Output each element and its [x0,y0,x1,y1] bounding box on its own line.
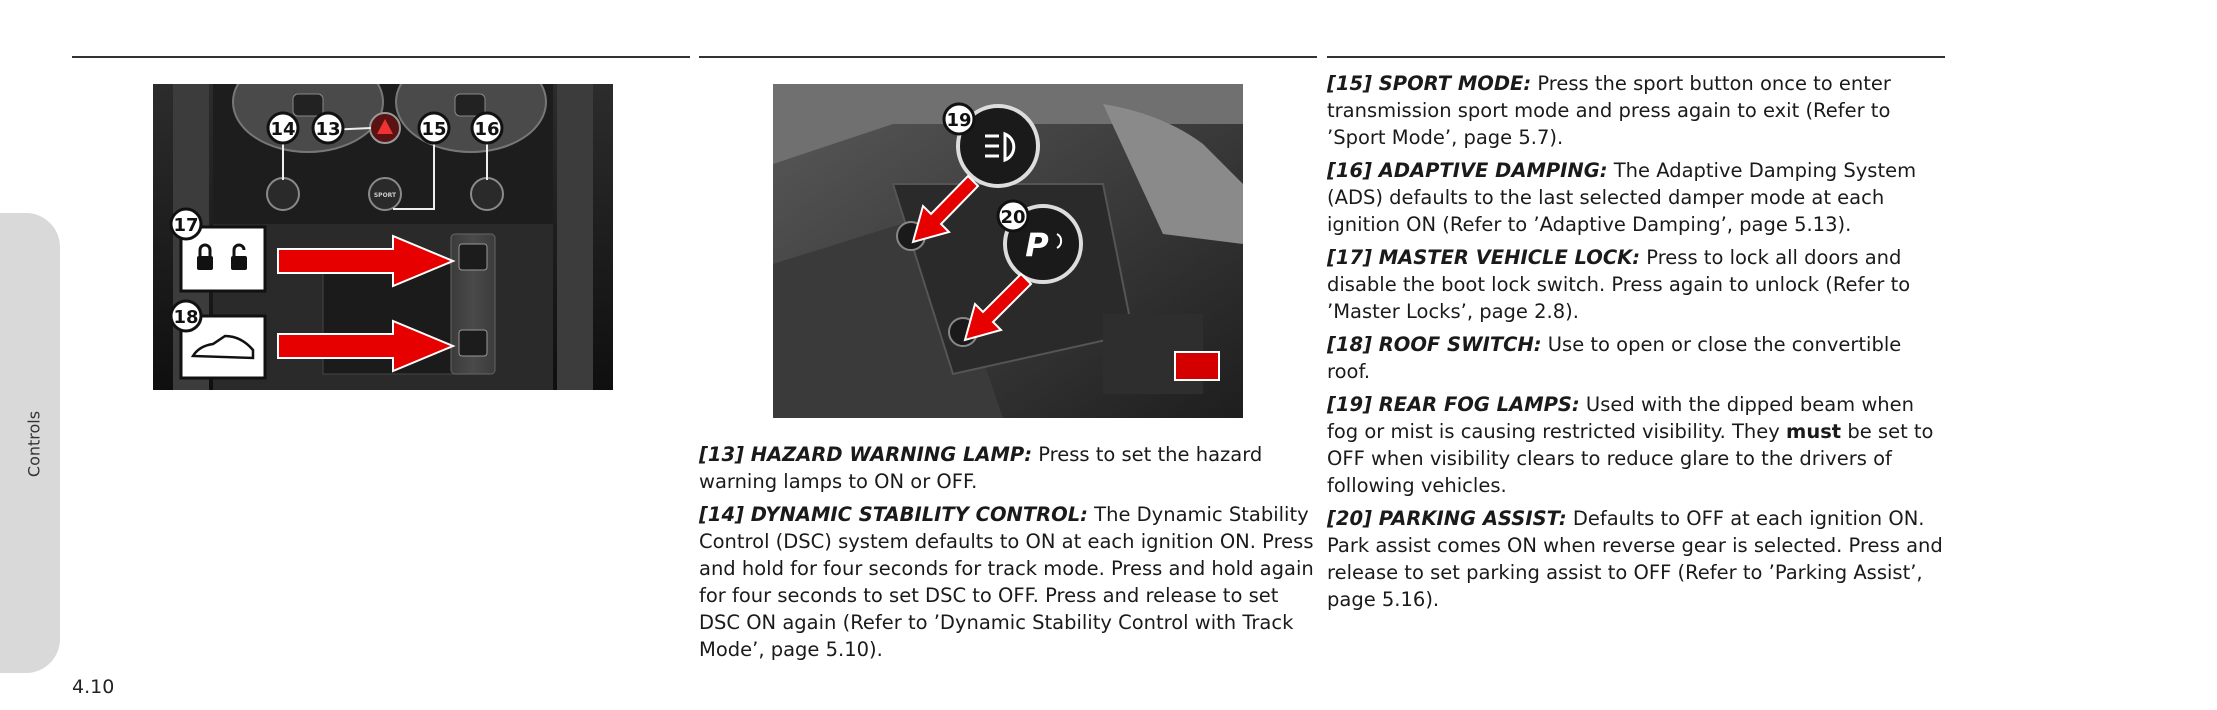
callout-16 [472,113,502,143]
armrest-buttons-illustration [773,84,1243,418]
sport-button-label: SPORT [373,192,397,199]
svg-text:13: 13 [315,119,341,140]
item-19: [19] REAR FOG LAMPS: Used with the dipped beam when fog or mist is causing restricted visibility. They must be set to OFF when visibility clears to reduce glare to the drivers of following vehicles. [1327,393,1934,497]
svg-text:18: 18 [173,307,199,328]
emphasis-must: must [1786,420,1842,443]
page-number: 4.10 [72,676,115,698]
header-rule-left [72,56,690,58]
item-16: [16] ADAPTIVE DAMPING: The Adaptive Damping System (ADS) defaults to the last selected damper mode at each ignition ON (Refer to ’Adaptive Damping’, page 5.13). [1327,159,1917,236]
svg-text:17: 17 [173,215,199,236]
svg-text:16: 16 [474,119,500,140]
item-20: [20] PARKING ASSIST: Defaults to OFF at each ignition ON. Park assist comes ON when reverse gear is selected. Press and release to set parking assist to OFF (Refer to ’Parking Assist’, page 5.16). [1327,507,1943,611]
callout-15 [419,113,449,143]
side-tab-label: Controls [24,410,44,478]
header-rule-right [1327,56,1945,58]
item-15: [15] SPORT MODE: Press the sport button once to enter transmission sport mode and press again to exit (Refer to ’Sport Mode’, page 5.7). [1327,72,1891,149]
svg-text:14: 14 [270,119,296,140]
item-13: [13] HAZARD WARNING LAMP: Press to set the hazard warning lamps to ON or OFF. [699,443,1263,493]
svg-text:20: 20 [1000,207,1026,228]
callout-14 [268,113,298,143]
item-14: [14] DYNAMIC STABILITY CONTROL: The Dynamic Stability Control (DSC) system defaults to ON at each ignition ON. Press and hold for four seconds for track mode. Press and hold again for four seconds to set DSC to OFF. Press and release to set DSC ON again (Refer to ’Dynamic Stability Control with Track Mode’, page 5.10). [699,503,1314,661]
item-17: [17] MASTER VEHICLE LOCK: Press to lock all doors and disable the boot lock switch. Press again to unlock (Refer to ’Master Locks’, page 2.8). [1327,246,1911,323]
item-18: [18] ROOF SWITCH: Use to open or close the convertible roof. [1327,333,1902,383]
header-rule-middle [699,56,1317,58]
console-switches-illustration [153,84,613,390]
figure-armrest-buttons [773,84,1243,418]
callout-13 [313,113,343,143]
text-column-right [1327,70,1947,619]
svg-text:19: 19 [946,110,972,131]
svg-text:15: 15 [421,119,447,140]
parking-assist-icon: P [1025,226,1049,264]
text-column-middle [699,441,1319,669]
figure-console-switches [153,84,613,390]
